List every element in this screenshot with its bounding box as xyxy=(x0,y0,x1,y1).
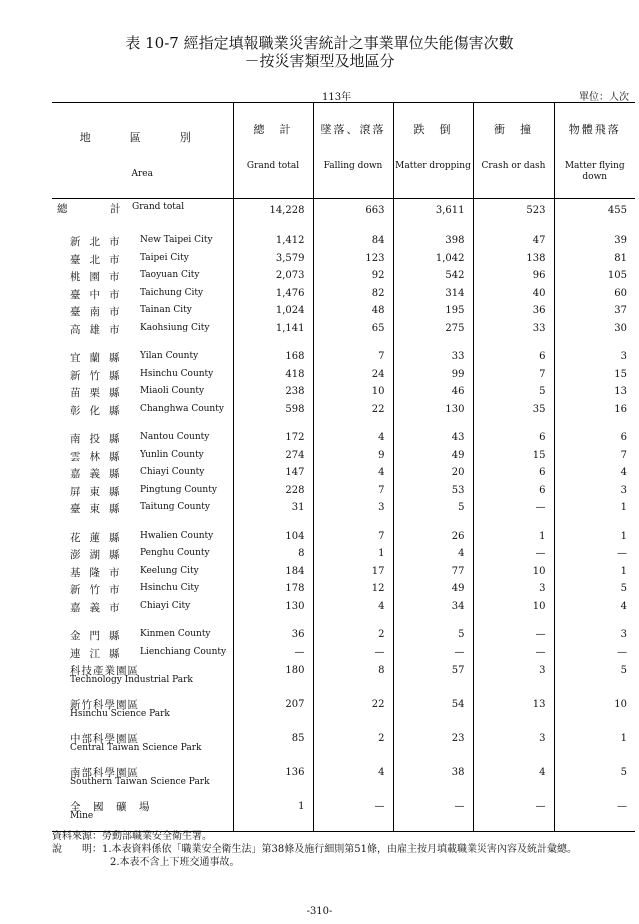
table-cell: 275 xyxy=(393,320,473,338)
row-label-zh: 桃園市 xyxy=(70,271,129,283)
row-label-en: Central Taiwan Science Park xyxy=(70,743,202,753)
row-label-zh: 花蓮縣 xyxy=(70,531,129,544)
row-label-zh: 臺南市 xyxy=(70,306,129,318)
row-label xyxy=(52,401,233,419)
table-cell: 34 xyxy=(393,598,473,616)
table-cell: 184 xyxy=(233,563,313,581)
table-cell: 47 xyxy=(473,232,554,250)
table-row xyxy=(52,797,635,832)
row-label xyxy=(52,644,233,662)
table-cell: 7 xyxy=(313,482,393,500)
table-cell: 2 xyxy=(313,626,393,644)
row-label-zh: 金門縣 xyxy=(70,630,129,642)
table-cell: — xyxy=(313,797,393,832)
table-cell: 36 xyxy=(473,302,554,320)
table-cell: 5 xyxy=(554,763,635,797)
table-cell: 542 xyxy=(393,267,473,285)
row-label-en: Nantou County xyxy=(140,432,210,442)
table-cell: 4 xyxy=(554,464,635,482)
row-label-zh: 南投縣 xyxy=(70,433,129,445)
notes xyxy=(52,830,637,869)
table-cell: 53 xyxy=(393,482,473,500)
table-cell: — xyxy=(473,644,554,662)
table-cell: 46 xyxy=(393,383,473,401)
row-label-zh: 南部科學園區 xyxy=(70,767,139,779)
table-cell: 24 xyxy=(313,366,393,384)
table-cell: 138 xyxy=(473,250,554,268)
row-label-zh: 臺東縣 xyxy=(70,503,129,515)
table-cell: 10 xyxy=(473,598,554,616)
table-row xyxy=(52,199,635,222)
table-cell: 5 xyxy=(473,383,554,401)
table-cell: 598 xyxy=(233,401,313,419)
table-cell: 96 xyxy=(473,267,554,285)
table-cell: 12 xyxy=(313,580,393,598)
row-label-zh: 宜蘭縣 xyxy=(70,352,129,364)
table-cell: — xyxy=(473,797,554,832)
row-label xyxy=(52,499,233,517)
table-row xyxy=(52,563,635,581)
row-label-zh: 總 計 xyxy=(57,203,137,215)
table-cell: 455 xyxy=(554,199,635,222)
table-cell: — xyxy=(554,644,635,662)
table-row xyxy=(52,482,635,500)
row-label-zh: 苗栗縣 xyxy=(70,387,129,399)
row-label-en: Taitung County xyxy=(140,502,210,512)
table-cell: 663 xyxy=(313,199,393,222)
table-cell: 1 xyxy=(554,499,635,517)
row-label xyxy=(52,285,233,303)
table-cell: 15 xyxy=(554,366,635,384)
row-label-zh: 嘉義縣 xyxy=(70,468,129,480)
table-subtitle: －按災害類型及地區分 xyxy=(244,52,395,70)
table-row xyxy=(52,447,635,465)
table-cell: — xyxy=(473,626,554,644)
header-total: 總 計 Grand total xyxy=(233,103,313,199)
row-label-en: Hwalien County xyxy=(140,530,214,541)
statistics-table xyxy=(52,102,635,832)
table-cell: 3 xyxy=(473,729,554,763)
table-cell: 30 xyxy=(554,320,635,338)
table-row xyxy=(52,661,635,695)
header-crash: 衝 撞 Crash or dash xyxy=(473,103,554,199)
table-cell: 6 xyxy=(473,482,554,500)
table-cell: 33 xyxy=(473,320,554,338)
header-falling: 墜落、滾落 Falling down xyxy=(313,103,393,199)
row-label-zh: 基隆市 xyxy=(70,566,129,579)
table-cell: 10 xyxy=(473,563,554,581)
table-cell: 5 xyxy=(393,499,473,517)
table-cell: 31 xyxy=(233,499,313,517)
table-cell: 17 xyxy=(313,563,393,581)
table-row xyxy=(52,545,635,563)
row-label-zh: 屏東縣 xyxy=(70,485,129,498)
table-row xyxy=(52,320,635,338)
table-cell: 43 xyxy=(393,429,473,447)
table-cell: 172 xyxy=(233,429,313,447)
table-row xyxy=(52,429,635,447)
table-cell: 314 xyxy=(393,285,473,303)
row-label-zh: 新竹縣 xyxy=(70,369,129,382)
table-cell: 105 xyxy=(554,267,635,285)
table-cell: 5 xyxy=(554,661,635,695)
spacer-row xyxy=(52,418,635,429)
row-label xyxy=(52,366,233,384)
table-row xyxy=(52,401,635,419)
row-label xyxy=(52,199,233,222)
row-label-zh: 新竹科學園區 xyxy=(70,699,139,711)
table-cell: 54 xyxy=(393,695,473,729)
row-label-en: Kinmen County xyxy=(140,629,211,639)
row-label-en: Keelung City xyxy=(140,565,199,576)
table-cell: 7 xyxy=(313,528,393,546)
table-cell: 23 xyxy=(393,729,473,763)
row-label-zh: 臺中市 xyxy=(70,288,129,301)
table-cell: 37 xyxy=(554,302,635,320)
table-cell: 3 xyxy=(473,580,554,598)
row-label-en: Taipei City xyxy=(140,252,189,263)
row-label-zh: 新竹市 xyxy=(70,584,129,596)
table-cell: — xyxy=(313,644,393,662)
table-row xyxy=(52,580,635,598)
table-cell: 1 xyxy=(554,563,635,581)
table-row xyxy=(52,383,635,401)
table-cell: 7 xyxy=(313,348,393,366)
header-dropping: 跌 倒 Matter dropping xyxy=(393,103,473,199)
row-label-en: Taoyuan City xyxy=(140,270,200,280)
table-cell: 65 xyxy=(313,320,393,338)
row-label xyxy=(52,763,233,797)
table-cell: 1,141 xyxy=(233,320,313,338)
header-flying: 物體飛落 Matter flying down xyxy=(554,103,635,199)
table-cell: 22 xyxy=(313,695,393,729)
table-cell: 6 xyxy=(473,348,554,366)
row-label xyxy=(52,563,233,581)
row-label-zh: 雲林縣 xyxy=(70,450,129,463)
table-cell: 49 xyxy=(393,447,473,465)
table-cell: 22 xyxy=(313,401,393,419)
table-cell: 3 xyxy=(473,661,554,695)
table-cell: 81 xyxy=(554,250,635,268)
table-row xyxy=(52,729,635,763)
table-cell: — xyxy=(473,545,554,563)
table-cell: 1,042 xyxy=(393,250,473,268)
table-cell: 14,228 xyxy=(233,199,313,222)
row-label xyxy=(52,232,233,250)
table-cell: 82 xyxy=(313,285,393,303)
table-cell: 3 xyxy=(313,499,393,517)
row-label-zh: 新北市 xyxy=(70,236,129,248)
row-label-en: Yilan County xyxy=(140,351,199,361)
row-label xyxy=(52,250,233,268)
table-row xyxy=(52,366,635,384)
row-label-en: Hsinchu Science Park xyxy=(70,709,170,719)
explanation-note: 說 明：1.本表資料係依「職業安全衛生法」第38條及施行細則第51條，由雇主按月填載職業災害內容及統計彙總。 xyxy=(52,844,577,855)
table-cell: 35 xyxy=(473,401,554,419)
table-cell: 274 xyxy=(233,447,313,465)
row-label xyxy=(52,580,233,598)
row-label-zh: 全 國 礦 場 xyxy=(70,801,151,813)
header-row xyxy=(52,103,635,199)
table-cell: 40 xyxy=(473,285,554,303)
row-label xyxy=(52,661,233,695)
table-cell: 195 xyxy=(393,302,473,320)
table-row xyxy=(52,499,635,517)
table-cell: 178 xyxy=(233,580,313,598)
table-cell: 6 xyxy=(473,464,554,482)
row-label xyxy=(52,797,233,832)
table-row xyxy=(52,644,635,662)
table-row xyxy=(52,695,635,729)
table-cell: 92 xyxy=(313,267,393,285)
row-label-zh: 彰化縣 xyxy=(70,404,129,417)
table-cell: 16 xyxy=(554,401,635,419)
table-cell: 60 xyxy=(554,285,635,303)
row-label-zh: 澎湖縣 xyxy=(70,549,129,561)
row-label-en: New Taipei City xyxy=(140,235,213,245)
row-label xyxy=(52,302,233,320)
table-cell: 8 xyxy=(233,545,313,563)
row-label-en: Changhwa County xyxy=(140,403,224,414)
row-label-en: Lienchiang County xyxy=(140,646,227,657)
table-cell: 238 xyxy=(233,383,313,401)
row-label-en: Mine xyxy=(70,811,94,821)
table-cell: 3 xyxy=(554,348,635,366)
table-cell: 523 xyxy=(473,199,554,222)
table-cell: 3 xyxy=(554,626,635,644)
table-cell: 10 xyxy=(313,383,393,401)
row-label-zh: 臺北市 xyxy=(70,253,129,266)
table-cell: 36 xyxy=(233,626,313,644)
row-label-en: Pingtung County xyxy=(140,484,217,495)
row-label-zh: 中部科學園區 xyxy=(70,733,139,745)
table-cell: 5 xyxy=(393,626,473,644)
table-cell: 4 xyxy=(313,429,393,447)
table-cell: — xyxy=(473,499,554,517)
table-cell: — xyxy=(393,797,473,832)
table-cell: 38 xyxy=(393,763,473,797)
table-cell: 9 xyxy=(313,447,393,465)
table-cell: 13 xyxy=(473,695,554,729)
table-cell: 4 xyxy=(554,598,635,616)
row-label-en: Chiayi City xyxy=(140,600,191,611)
table-cell: 4 xyxy=(313,763,393,797)
table-cell: 99 xyxy=(393,366,473,384)
table-cell: 123 xyxy=(313,250,393,268)
table-row xyxy=(52,285,635,303)
table-cell: 1 xyxy=(233,797,313,832)
page-number: -310- xyxy=(306,906,333,917)
row-label-en: Yunlin County xyxy=(140,449,204,460)
table-cell: 1,412 xyxy=(233,232,313,250)
table-cell: 2,073 xyxy=(233,267,313,285)
row-label-en: Miaoli County xyxy=(140,386,205,396)
table-row xyxy=(52,763,635,797)
row-label xyxy=(52,447,233,465)
row-label xyxy=(52,598,233,616)
table-row xyxy=(52,232,635,250)
table-cell: 228 xyxy=(233,482,313,500)
table-cell: 3 xyxy=(554,482,635,500)
table-title: 表 10-7 經指定填報職業災害統計之事業單位失能傷害次數 xyxy=(125,34,514,52)
table-cell: 5 xyxy=(554,580,635,598)
row-label-en: Chiayi County xyxy=(140,467,205,477)
row-label-zh: 科技產業園區 xyxy=(70,665,139,677)
table-cell: 4 xyxy=(473,763,554,797)
row-label xyxy=(52,320,233,338)
table-cell: 10 xyxy=(554,695,635,729)
table-cell: 7 xyxy=(473,366,554,384)
row-label-zh: 高雄市 xyxy=(70,323,129,336)
table-cell: 15 xyxy=(473,447,554,465)
table-cell: 1 xyxy=(313,545,393,563)
table-cell: 4 xyxy=(393,545,473,563)
table-cell: 13 xyxy=(554,383,635,401)
table-cell: 398 xyxy=(393,232,473,250)
table-cell: 20 xyxy=(393,464,473,482)
row-label-en: Grand total xyxy=(132,202,185,212)
table-cell: 130 xyxy=(393,401,473,419)
spacer-row xyxy=(52,517,635,528)
year-label: 113年 xyxy=(322,92,352,103)
table-row xyxy=(52,250,635,268)
row-label-zh: 嘉義市 xyxy=(70,601,129,614)
spacer-row xyxy=(52,615,635,626)
table-cell: 6 xyxy=(554,429,635,447)
table-row xyxy=(52,348,635,366)
table-cell: 104 xyxy=(233,528,313,546)
table-cell: 48 xyxy=(313,302,393,320)
source-note: 資料來源：勞動部職業安全衛生署。 xyxy=(52,831,212,842)
table-cell: 7 xyxy=(554,447,635,465)
table-cell: 3,579 xyxy=(233,250,313,268)
spacer-row xyxy=(52,221,635,232)
row-label xyxy=(52,695,233,729)
spacer-row xyxy=(52,337,635,348)
unit-label: 單位：人次 xyxy=(579,92,629,103)
table-cell: 1 xyxy=(554,528,635,546)
table-cell: 77 xyxy=(393,563,473,581)
row-label-en: Southern Taiwan Science Park xyxy=(70,777,210,787)
table-cell: 6 xyxy=(473,429,554,447)
table-cell: — xyxy=(393,644,473,662)
table-cell: 1 xyxy=(554,729,635,763)
row-label xyxy=(52,528,233,546)
table-cell: 8 xyxy=(313,661,393,695)
table-cell: 49 xyxy=(393,580,473,598)
table-cell: 1,024 xyxy=(233,302,313,320)
row-label-en: Penghu County xyxy=(140,548,210,558)
row-label-en: Kaohsiung City xyxy=(140,322,210,333)
table-cell: 4 xyxy=(313,464,393,482)
table-cell: 2 xyxy=(313,729,393,763)
table-cell: 130 xyxy=(233,598,313,616)
table-row xyxy=(52,528,635,546)
explanation-note-2: 2.本表不含上下班交通事故。 xyxy=(110,857,240,868)
table-cell: — xyxy=(554,797,635,832)
row-label xyxy=(52,482,233,500)
table-cell: — xyxy=(233,644,313,662)
row-label-en: Taichung City xyxy=(140,287,204,298)
row-label xyxy=(52,383,233,401)
row-label xyxy=(52,464,233,482)
table-cell: — xyxy=(554,545,635,563)
table-cell: 57 xyxy=(393,661,473,695)
row-label xyxy=(52,729,233,763)
table-row xyxy=(52,267,635,285)
row-label-en: Technology Industrial Park xyxy=(70,675,193,685)
table-cell: 418 xyxy=(233,366,313,384)
table-row xyxy=(52,598,635,616)
table-cell: 147 xyxy=(233,464,313,482)
row-label-en: Hsinchu City xyxy=(140,583,200,593)
table-cell: 85 xyxy=(233,729,313,763)
table-row xyxy=(52,626,635,644)
table-cell: 84 xyxy=(313,232,393,250)
row-label-zh: 連江縣 xyxy=(70,647,129,660)
table-cell: 4 xyxy=(313,598,393,616)
table-cell: 39 xyxy=(554,232,635,250)
row-label-en: Tainan City xyxy=(140,305,192,315)
table-cell: 136 xyxy=(233,763,313,797)
header-area: 地 區 別 Area xyxy=(79,131,205,179)
table-row xyxy=(52,464,635,482)
row-label xyxy=(52,626,233,644)
table-cell: 207 xyxy=(233,695,313,729)
table-cell: 168 xyxy=(233,348,313,366)
row-label xyxy=(52,545,233,563)
table-cell: 180 xyxy=(233,661,313,695)
table-cell: 3,611 xyxy=(393,199,473,222)
table-row xyxy=(52,302,635,320)
table-cell: 1,476 xyxy=(233,285,313,303)
row-label xyxy=(52,348,233,366)
row-label xyxy=(52,429,233,447)
row-label xyxy=(52,267,233,285)
table-cell: 1 xyxy=(473,528,554,546)
table-cell: 26 xyxy=(393,528,473,546)
row-label-en: Hsinchu County xyxy=(140,368,214,379)
table-cell: 33 xyxy=(393,348,473,366)
